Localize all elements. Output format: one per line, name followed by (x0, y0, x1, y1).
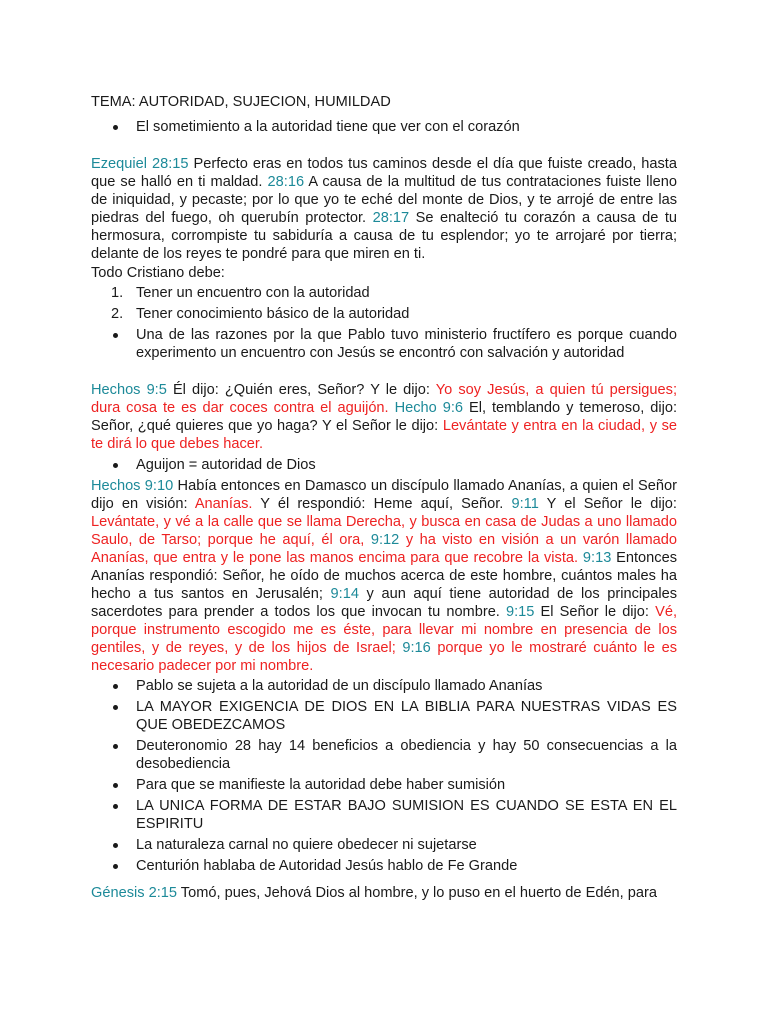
document-title: TEMA: AUTORIDAD, SUJECION, HUMILDAD (91, 94, 391, 110)
list-item-text: La naturaleza carnal no quiere obedecer ni sujetarse (136, 837, 477, 853)
list-item-text: Aguijon = autoridad de Dios (136, 457, 316, 473)
list-item (91, 776, 677, 794)
verse-reference: 28:16 (267, 174, 305, 190)
bullet-icon (113, 744, 118, 749)
divine-speech-text: Vé, porque instrumento escogido me es éste, para llevar mi nombre en presencia de los gentiles, y de reyes, y de los hijos de Israel; (91, 604, 677, 656)
list-item-text: El sometimiento a la autoridad tiene que ver con el corazón (136, 119, 520, 135)
passage-text: y aun aquí tiene autoridad de los principales sacerdotes para prender a todos los que invocan tu nombre. (91, 586, 677, 620)
divine-speech-text: porque yo le mostraré cuánto le es necesario padecer por mi nombre. (91, 640, 678, 674)
hechos-9-5-passage (91, 381, 677, 453)
list-item (91, 305, 677, 323)
passage-text: Se enalteció tu corazón a causa de tu hermosura, corrompiste tu sabiduría a causa de tu esplendor; yo te arrojaré por tierra; delante de los reyes te pondré para que miren en ti. (91, 210, 677, 262)
divine-speech-text: y ha visto en visión a un varón llamado Ananías, que entra y le pone las manos encima para que recobre la vista. (91, 532, 678, 566)
intro-bullet-list (91, 118, 677, 136)
hechos-9-10-passage (91, 477, 677, 675)
list-item-text: Una de las razones por la que Pablo tuvo ministerio fructífero es porque cuando experimento un encuentro con Jesús se encontró con salvación y autoridad (136, 327, 677, 361)
passage-text: El, temblando y temeroso, dijo: Señor, ¿qué quieres que yo haga? Y el Señor le dijo: (91, 400, 678, 434)
passage-text: Había entonces en Damasco un discípulo llamado Ananías, a quien el Señor dijo en visión: (91, 478, 677, 512)
verse-reference: Hechos 9:5 (91, 382, 167, 398)
ezequiel-passage (91, 155, 677, 263)
divine-speech-text: Levántate, y vé a la calle que se llama Derecha, y busca en casa de Judas a uno llamado Saulo, de Tarso; porque he aquí, él ora, (91, 514, 677, 548)
passage-text: Tomó, pues, Jehová Dios al hombre, y lo puso en el huerto de Edén, para (177, 885, 657, 901)
list-item (91, 677, 677, 695)
verse-reference: 9:15 (506, 604, 535, 620)
bullet-icon (113, 864, 118, 869)
bullet-icon (113, 333, 118, 338)
list-item-text: Deuteronomio 28 hay 14 beneficios a obediencia y hay 50 consecuencias a la desobediencia (136, 738, 677, 772)
genesis-passage (91, 884, 677, 902)
bullet-icon (113, 705, 118, 710)
bullet-icon (113, 783, 118, 788)
verse-reference: Ezequiel 28:15 (91, 156, 189, 172)
list-item-text: Pablo se sujeta a la autoridad de un discípulo llamado Ananías (136, 678, 543, 694)
list-item (91, 118, 677, 136)
divine-speech-text: Levántate y entra en la ciudad, y se te dirá lo que debes hacer. (91, 418, 677, 452)
todo-cristiano-list (91, 284, 677, 362)
verse-reference: 9:11 (511, 496, 539, 512)
list-item-text: LA MAYOR EXIGENCIA DE DIOS EN LA BIBLIA PARA NUESTRAS VIDAS ES QUE OBEDEZCAMOS (136, 699, 677, 733)
passage-text: Perfecto eras en todos tus caminos desde el día que fuiste creado, hasta que se halló en ti maldad. (91, 156, 677, 190)
list-item (91, 284, 677, 302)
passage-text: Y él respondió: Heme aquí, Señor. (252, 496, 512, 512)
passage-text: Él dijo: ¿Quién eres, Señor? Y le dijo: (166, 382, 436, 398)
verse-reference: 9:16 (402, 640, 431, 656)
verse-reference: 28:17 (372, 210, 410, 226)
document-page (91, 93, 677, 902)
bullet-icon (113, 684, 118, 689)
list-item-text: Para que se manifieste la autoridad debe haber sumisión (136, 777, 506, 793)
passage-text: Entonces Ananías respondió: Señor, he oído de muchos acerca de este hombre, cuántos males ha hecho a tus santos en Jerusalén; (91, 550, 678, 602)
list-item (91, 456, 677, 474)
list-item-text: Tener conocimiento básico de la autoridad (136, 306, 410, 322)
passage-text: El Señor le dijo: (534, 604, 656, 620)
passage-text: A causa de la multitud de tus contrataciones fuiste lleno de iniquidad, y pecaste; por lo que yo te eché del monte de Dios, y te arrojé de entre las piedras del fuego, oh querubín protector. (91, 174, 677, 226)
list-item (91, 797, 677, 833)
list-item (91, 836, 677, 854)
list-number: 1. (111, 285, 124, 301)
bullet-icon (113, 804, 118, 809)
divine-speech-text: Ananías. (194, 496, 253, 512)
verse-reference: Hechos 9:10 (91, 478, 174, 494)
list-item (91, 737, 677, 773)
list-item (91, 698, 677, 734)
verse-reference: 9:12 (370, 532, 400, 548)
list-item-text: LA UNICA FORMA DE ESTAR BAJO SUMISION ES CUANDO SE ESTA EN EL ESPIRITU (136, 798, 677, 832)
verse-reference: Hecho 9:6 (394, 400, 464, 416)
list-item-text: Centurión hablaba de Autoridad Jesús hablo de Fe Grande (136, 858, 518, 874)
bullet-icon (113, 463, 118, 468)
verse-reference: Génesis 2:15 (91, 885, 177, 901)
divine-speech-text: Yo soy Jesús, a quien tú persigues; dura cosa te es dar coces contra el aguijón. (91, 382, 677, 416)
list-number: 2. (111, 306, 124, 322)
verse-reference: 9:14 (330, 586, 359, 602)
list-item (91, 857, 677, 875)
passage-text: Y el Señor le dijo: (538, 496, 677, 512)
list-item-text: Tener un encuentro con la autoridad (136, 285, 370, 301)
bullet-icon (113, 125, 118, 130)
obediencia-bullet-list (91, 677, 677, 875)
list-item (91, 326, 677, 362)
verse-reference: 9:13 (582, 550, 612, 566)
aguijon-bullet-list (91, 456, 677, 474)
bullet-icon (113, 843, 118, 848)
todo-cristiano-label: Todo Cristiano debe: (91, 265, 225, 281)
